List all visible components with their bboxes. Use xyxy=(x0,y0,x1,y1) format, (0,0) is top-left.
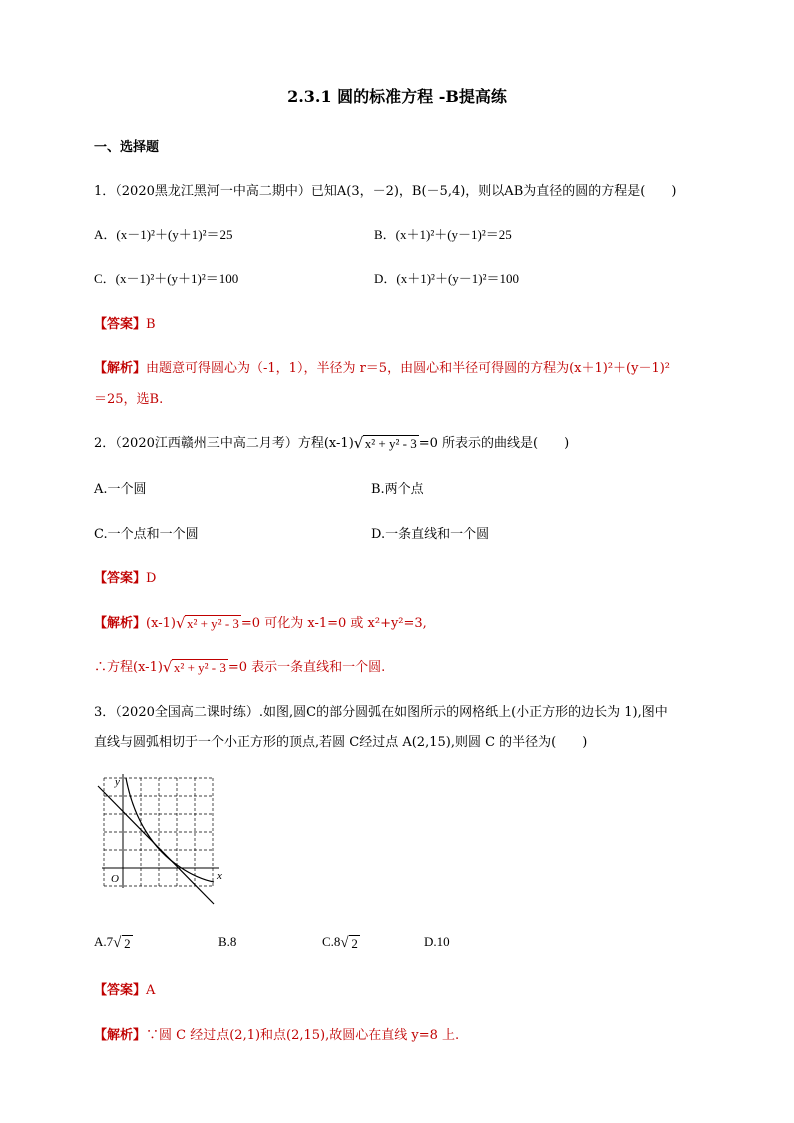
grid-lines xyxy=(104,778,213,886)
analysis-label: 【解析】 xyxy=(94,361,147,376)
radical-icon: √ xyxy=(175,614,186,632)
q2-answer xyxy=(94,567,156,586)
answer-label: 【答案】 xyxy=(94,317,147,332)
section-heading: 一、选择题 xyxy=(94,140,160,155)
option-c-pre: C.8 xyxy=(322,934,341,949)
option-a-pre: A.7 xyxy=(94,934,114,949)
q2-analysis-cont xyxy=(94,656,385,676)
sqrt-expression xyxy=(176,615,241,632)
y-axis-label: y xyxy=(115,776,120,788)
q1-option-d: D．(x＋1)²＋(y－1)²＝100 xyxy=(374,271,519,286)
q1-answer xyxy=(94,313,156,332)
q3-option-d: D.10 xyxy=(424,934,450,949)
radicand: x² + y² - 3 xyxy=(173,660,226,675)
origin-label: O xyxy=(111,873,119,885)
page-title: 2.3.1 圆的标准方程 -B提高练 xyxy=(287,87,507,106)
analysis-pre: ∴方程(x-1) xyxy=(94,660,163,675)
q2-stem-post: =0 所表示的曲线是( ) xyxy=(418,436,570,451)
answer-label: 【答案】 xyxy=(94,983,147,998)
q3-option-b: B.8 xyxy=(218,934,237,949)
q3-option-a xyxy=(94,934,133,952)
q2-analysis xyxy=(94,612,427,632)
q2-stem xyxy=(94,432,569,452)
analysis-label: 【解析】 xyxy=(94,616,147,631)
sqrt-expression xyxy=(163,659,228,676)
q2-option-a: A.一个圆 xyxy=(94,482,147,497)
q2-option-c: C.一个点和一个圆 xyxy=(94,527,199,542)
q1-analysis xyxy=(94,357,670,376)
q1-option-a: A．(x－1)²＋(y＋1)²＝25 xyxy=(94,227,233,242)
analysis-label: 【解析】 xyxy=(94,1028,147,1043)
q1-stem: 1．（2020黑龙江黑河一中高二期中）已知A(3，－2)，B(－5,4)，则以AB为直径的圆的方程是( ) xyxy=(94,184,677,199)
radicand: 2 xyxy=(124,935,131,951)
radical-icon: √ xyxy=(113,934,122,951)
answer-value: A xyxy=(146,983,156,998)
analysis-text: 由题意可得圆心为（-1，1），半径为 r＝5，由圆心和半径可得圆的方程为(x＋1)²＋(y－1)² xyxy=(146,361,670,376)
q1-option-b: B．(x＋1)²＋(y－1)²＝25 xyxy=(374,227,512,242)
answer-value: B xyxy=(146,317,156,332)
analysis-post: =0 表示一条直线和一个圆. xyxy=(227,660,386,675)
q2-stem-pre: 2．（2020江西赣州三中高二月考）方程(x-1) xyxy=(94,436,354,451)
q3-grid-figure xyxy=(96,772,226,907)
q3-analysis xyxy=(94,1024,459,1043)
radicand: x² + y² - 3 xyxy=(364,436,417,451)
q3-stem-line1: 3．（2020全国高二课时练）.如图,圆C的部分圆弧在如图所示的网格纸上(小正方形的边长为 1),图中 xyxy=(94,705,668,720)
answer-label: 【答案】 xyxy=(94,571,147,586)
q3-option-c xyxy=(322,934,360,952)
radicand: 2 xyxy=(351,935,358,951)
q3-answer xyxy=(94,979,155,998)
analysis-text: ∵圆 C 经过点(2,1)和点(2,15),故圆心在直线 y=8 上. xyxy=(146,1028,460,1043)
q3-stem-line2: 直线与圆弧相切于一个小正方形的顶点,若圆 C经过点 A(2,15),则圆 C 的半径为( ) xyxy=(94,735,588,750)
radical-icon: √ xyxy=(162,658,173,676)
circle-arc xyxy=(126,778,214,882)
radical-icon: √ xyxy=(340,934,349,951)
radicand: x² + y² - 3 xyxy=(186,616,239,631)
x-axis-label: x xyxy=(217,870,222,882)
q2-option-d: D.一条直线和一个圆 xyxy=(371,527,490,542)
q1-analysis-cont: ＝25，选B. xyxy=(94,392,164,407)
analysis-pre: (x-1) xyxy=(146,616,176,631)
analysis-post: =0 可化为 x-1=0 或 x²+y²=3, xyxy=(240,616,427,631)
sqrt-expression xyxy=(354,435,419,452)
answer-value: D xyxy=(146,571,157,586)
sqrt-expression xyxy=(113,935,133,952)
q2-option-b: B.两个点 xyxy=(371,482,424,497)
q1-option-c: C．(x－1)²＋(y＋1)²＝100 xyxy=(94,271,239,286)
radical-icon: √ xyxy=(353,434,364,452)
sqrt-expression xyxy=(340,935,360,952)
